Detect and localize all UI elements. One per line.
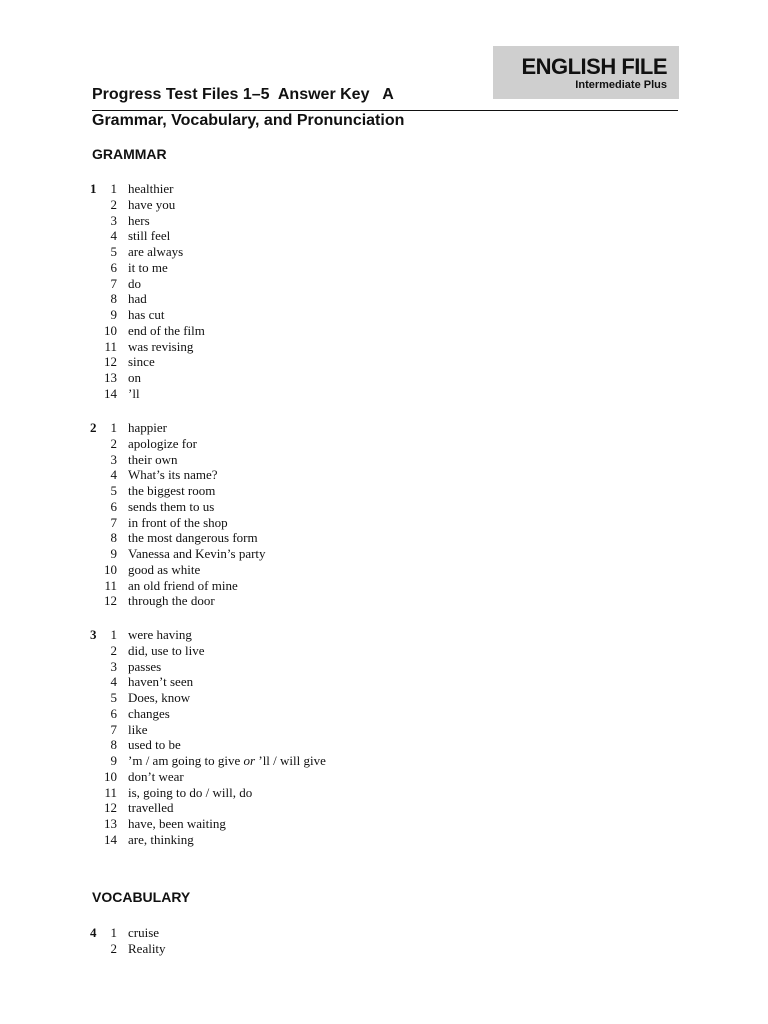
or-word: or bbox=[243, 753, 256, 768]
item-number: 9 bbox=[110, 307, 117, 322]
page-subtitle: Grammar, Vocabulary, and Pronunciation bbox=[92, 112, 405, 129]
item-number: 11 bbox=[104, 784, 117, 800]
item-answer bbox=[128, 753, 326, 769]
item-number: 4 bbox=[110, 467, 117, 483]
item-answer: on bbox=[128, 370, 141, 385]
item-number: 1 bbox=[110, 181, 117, 196]
item-answer: end of the film bbox=[128, 322, 205, 338]
item-answer: have you bbox=[128, 196, 176, 212]
item-answer: changes bbox=[128, 705, 170, 721]
item-number: 10 bbox=[104, 322, 117, 338]
item-number: 3 bbox=[110, 451, 117, 467]
item-answer: have, been waiting bbox=[128, 816, 226, 831]
item-number: 12 bbox=[104, 354, 117, 370]
exercise-number: 4 bbox=[90, 925, 97, 940]
item-number: 14 bbox=[104, 831, 117, 847]
item-answer: were having bbox=[128, 627, 192, 642]
item-number: 8 bbox=[110, 291, 117, 307]
vocabulary-heading: VOCABULARY bbox=[92, 889, 191, 905]
item-answer: did, use to live bbox=[128, 642, 205, 658]
item-answer: in front of the shop bbox=[128, 514, 228, 530]
item-number: 1 bbox=[110, 420, 117, 435]
item-number: 8 bbox=[110, 530, 117, 546]
item-number: 7 bbox=[110, 514, 117, 530]
item-answer: the biggest room bbox=[128, 483, 216, 498]
item-number: 12 bbox=[104, 800, 117, 816]
answer-part: ’ll / will give bbox=[255, 753, 326, 768]
item-answer: their own bbox=[128, 451, 178, 467]
item-number: 10 bbox=[104, 561, 117, 577]
grammar-heading: GRAMMAR bbox=[92, 146, 167, 162]
item-number: 3 bbox=[110, 212, 117, 228]
item-answer: are, thinking bbox=[128, 831, 194, 847]
item-number: 3 bbox=[110, 658, 117, 674]
item-number: 5 bbox=[110, 690, 117, 705]
item-number: 6 bbox=[110, 705, 117, 721]
item-answer: healthier bbox=[128, 181, 174, 196]
item-answer: Reality bbox=[128, 940, 166, 956]
item-answer: Does, know bbox=[128, 690, 191, 705]
logo-subtitle: Intermediate Plus bbox=[575, 79, 667, 91]
item-number: 8 bbox=[110, 737, 117, 753]
item-answer: don’t wear bbox=[128, 768, 184, 784]
item-number: 2 bbox=[110, 642, 117, 658]
item-answer: the most dangerous form bbox=[128, 530, 258, 546]
item-answer: has cut bbox=[128, 307, 165, 322]
item-number: 11 bbox=[104, 338, 117, 354]
item-number: 5 bbox=[110, 244, 117, 259]
item-answer: do bbox=[128, 275, 141, 291]
exercise-number: 2 bbox=[90, 420, 97, 435]
item-answer: happier bbox=[128, 420, 167, 435]
english-file-logo bbox=[493, 46, 679, 99]
item-number: 14 bbox=[104, 385, 117, 401]
item-answer: an old friend of mine bbox=[128, 577, 238, 593]
item-number: 2 bbox=[110, 435, 117, 451]
item-answer: passes bbox=[128, 658, 162, 674]
item-answer: it to me bbox=[128, 259, 168, 275]
item-answer: is, going to do / will, do bbox=[128, 784, 253, 800]
item-number: 13 bbox=[104, 370, 117, 385]
item-answer: haven’t seen bbox=[128, 674, 194, 690]
item-answer: had bbox=[128, 291, 147, 307]
item-answer: sends them to us bbox=[128, 498, 215, 514]
logo-title: ENGLISH FILE bbox=[521, 54, 667, 79]
page-title: Progress Test Files 1–5 Answer Key A bbox=[92, 86, 394, 103]
item-number: 2 bbox=[110, 196, 117, 212]
exercise-number: 3 bbox=[90, 627, 97, 642]
item-number: 9 bbox=[110, 546, 117, 561]
item-number: 6 bbox=[110, 498, 117, 514]
item-answer: apologize for bbox=[128, 435, 197, 451]
answer-part: ’m / am going to give bbox=[128, 753, 244, 768]
item-answer: Vanessa and Kevin’s party bbox=[128, 546, 266, 561]
item-answer: used to be bbox=[128, 737, 181, 753]
title-divider bbox=[92, 110, 678, 111]
item-answer: through the door bbox=[128, 593, 215, 609]
item-answer: good as white bbox=[128, 561, 201, 577]
item-answer: still feel bbox=[128, 228, 171, 244]
item-number: 12 bbox=[104, 593, 117, 609]
item-number: 11 bbox=[104, 577, 117, 593]
item-answer: ’ll bbox=[128, 385, 140, 401]
item-number: 5 bbox=[110, 483, 117, 498]
item-answer: since bbox=[128, 354, 155, 370]
item-number: 7 bbox=[110, 721, 117, 737]
item-number: 2 bbox=[110, 940, 117, 956]
item-answer: travelled bbox=[128, 800, 174, 816]
item-answer: hers bbox=[128, 212, 150, 228]
item-answer: was revising bbox=[128, 338, 194, 354]
exercise-number: 1 bbox=[90, 181, 97, 196]
item-answer: like bbox=[128, 721, 148, 737]
item-answer: are always bbox=[128, 244, 184, 259]
item-answer: cruise bbox=[128, 925, 160, 940]
item-number: 13 bbox=[104, 816, 117, 831]
item-number: 1 bbox=[110, 925, 117, 940]
item-number: 6 bbox=[110, 259, 117, 275]
item-number: 4 bbox=[110, 228, 117, 244]
item-number: 4 bbox=[110, 674, 117, 690]
item-answer: What’s its name? bbox=[128, 467, 218, 483]
item-number: 7 bbox=[110, 275, 117, 291]
item-number: 1 bbox=[110, 627, 117, 642]
item-number: 9 bbox=[110, 753, 117, 768]
item-number: 10 bbox=[104, 768, 117, 784]
